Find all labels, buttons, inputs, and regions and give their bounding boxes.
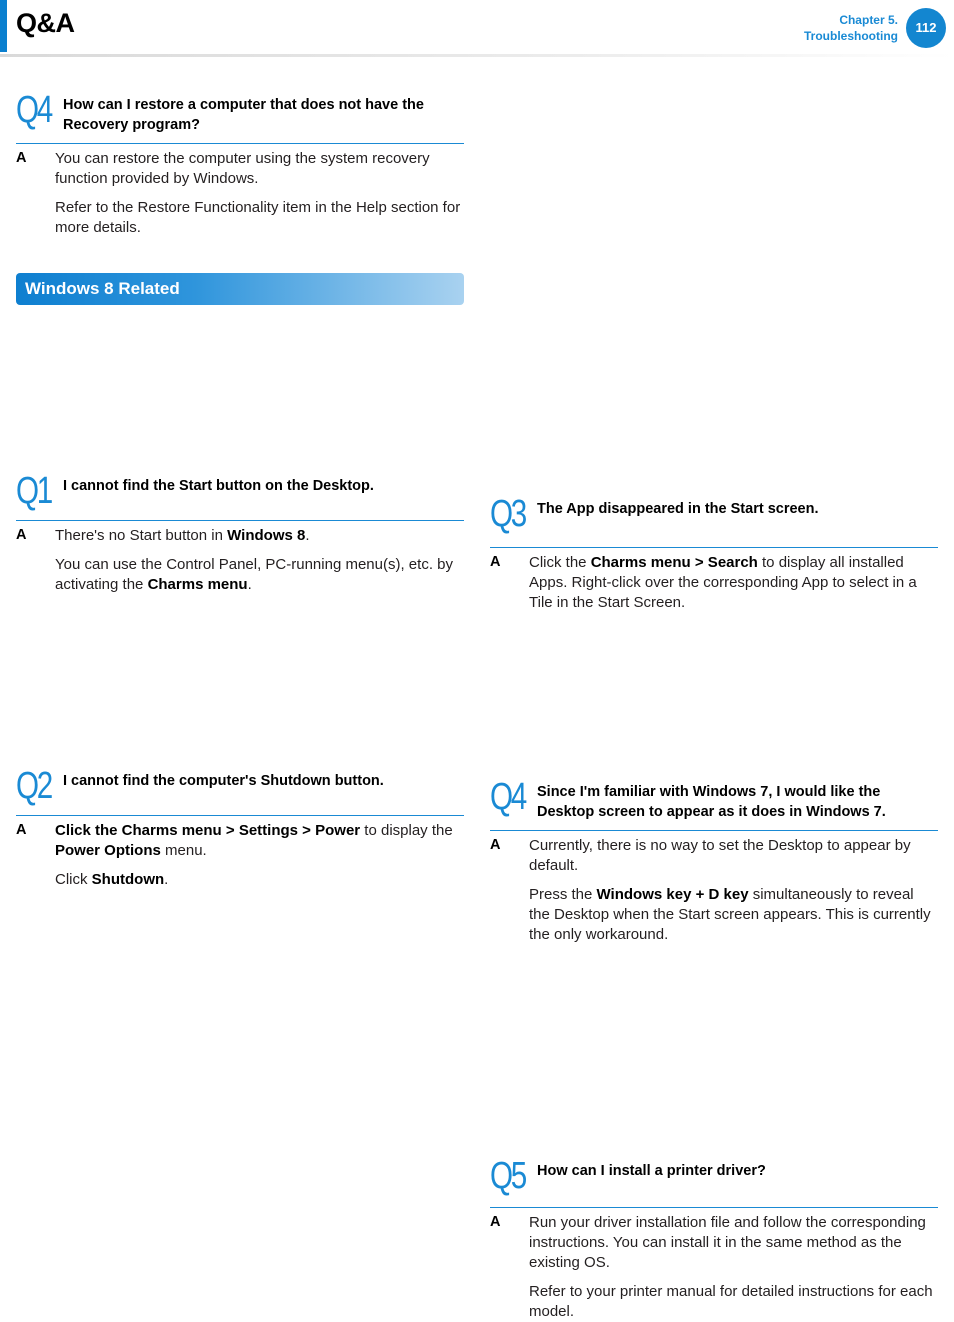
qa-right-q3 [490,493,938,613]
answer-mark: A [490,554,501,570]
answer-paragraph: You can use the Control Panel, PC-running menu(s), etc. by activating the Charms menu. [55,556,453,593]
answer-paragraph: Run your driver installation file and follow the corresponding instructions. You can install it in the same method as the existing OS. [529,1214,926,1271]
question-header [490,493,938,548]
question-number: Q2 [16,765,51,807]
answer-paragraph: There's no Start button in Windows 8. [55,527,310,544]
answer-paragraph: Click the Charms menu > Settings > Power to display the Power Options menu. [55,822,453,859]
section-header-bar [16,273,464,305]
question-header [16,89,464,144]
question-text: How can I install a printer driver? [537,1163,766,1179]
answer-paragraph: Click the Charms menu > Search to display all installed Apps. Right-click over the corresponding App to select in a Tile in the Start Screen. [529,554,917,611]
question-header [16,470,464,521]
answer-paragraph: You can restore the computer using the system recovery function provided by Windows. [55,150,430,187]
chapter-label [804,12,898,44]
section-title: Windows 8 Related [25,279,180,298]
question-number: Q3 [490,493,525,535]
answer-mark: A [16,822,27,838]
answer-mark: A [490,1214,501,1230]
question-text: The App disappeared in the Start screen. [537,501,819,517]
question-text: I cannot find the Start button on the Desktop. [63,478,374,494]
qa-left-q4 [16,89,464,238]
answer-paragraph: Currently, there is no way to set the Desktop to appear by default. [529,837,911,874]
answer-block [16,526,464,595]
qa-right-q5 [490,1155,938,1322]
answer-block [490,553,938,613]
answer-paragraph: Press the Windows key + D key simultaneously to reveal the Desktop when the Start screen appears. This is currently the only workaround. [529,886,931,943]
answer-paragraph: Click Shutdown. [55,871,169,888]
page-number-badge: 112 [906,8,946,48]
page-title: Q&A [16,8,75,38]
question-number: Q5 [490,1155,525,1197]
header-divider [0,54,954,57]
header-accent-bar [0,0,7,52]
question-text: Since I'm familiar with Windows 7, I would like the Desktop screen to appear as it does in Windows 7. [537,784,886,820]
qa-right-q4 [490,776,938,945]
qa-left-q1 [16,470,464,595]
question-number: Q4 [16,89,51,131]
answer-mark: A [16,527,27,543]
question-header [490,776,938,831]
answer-block [490,1213,938,1322]
chapter-title: Troubleshooting [804,29,898,43]
question-header [16,765,464,816]
question-number: Q1 [16,470,51,512]
answer-paragraph: Refer to the Restore Functionality item in the Help section for more details. [55,199,461,236]
answer-mark: A [16,150,27,166]
answer-block [16,149,464,238]
qa-left-q2 [16,765,464,890]
question-number: Q4 [490,776,525,818]
answer-paragraph: Refer to your printer manual for detailed instructions for each model. [529,1283,933,1320]
question-header [490,1155,938,1208]
question-text: I cannot find the computer's Shutdown button. [63,773,384,789]
answer-block [16,821,464,890]
chapter-number: Chapter 5. [839,13,898,27]
answer-mark: A [490,837,501,853]
question-text: How can I restore a computer that does not have the Recovery program? [63,97,424,133]
answer-block [490,836,938,945]
